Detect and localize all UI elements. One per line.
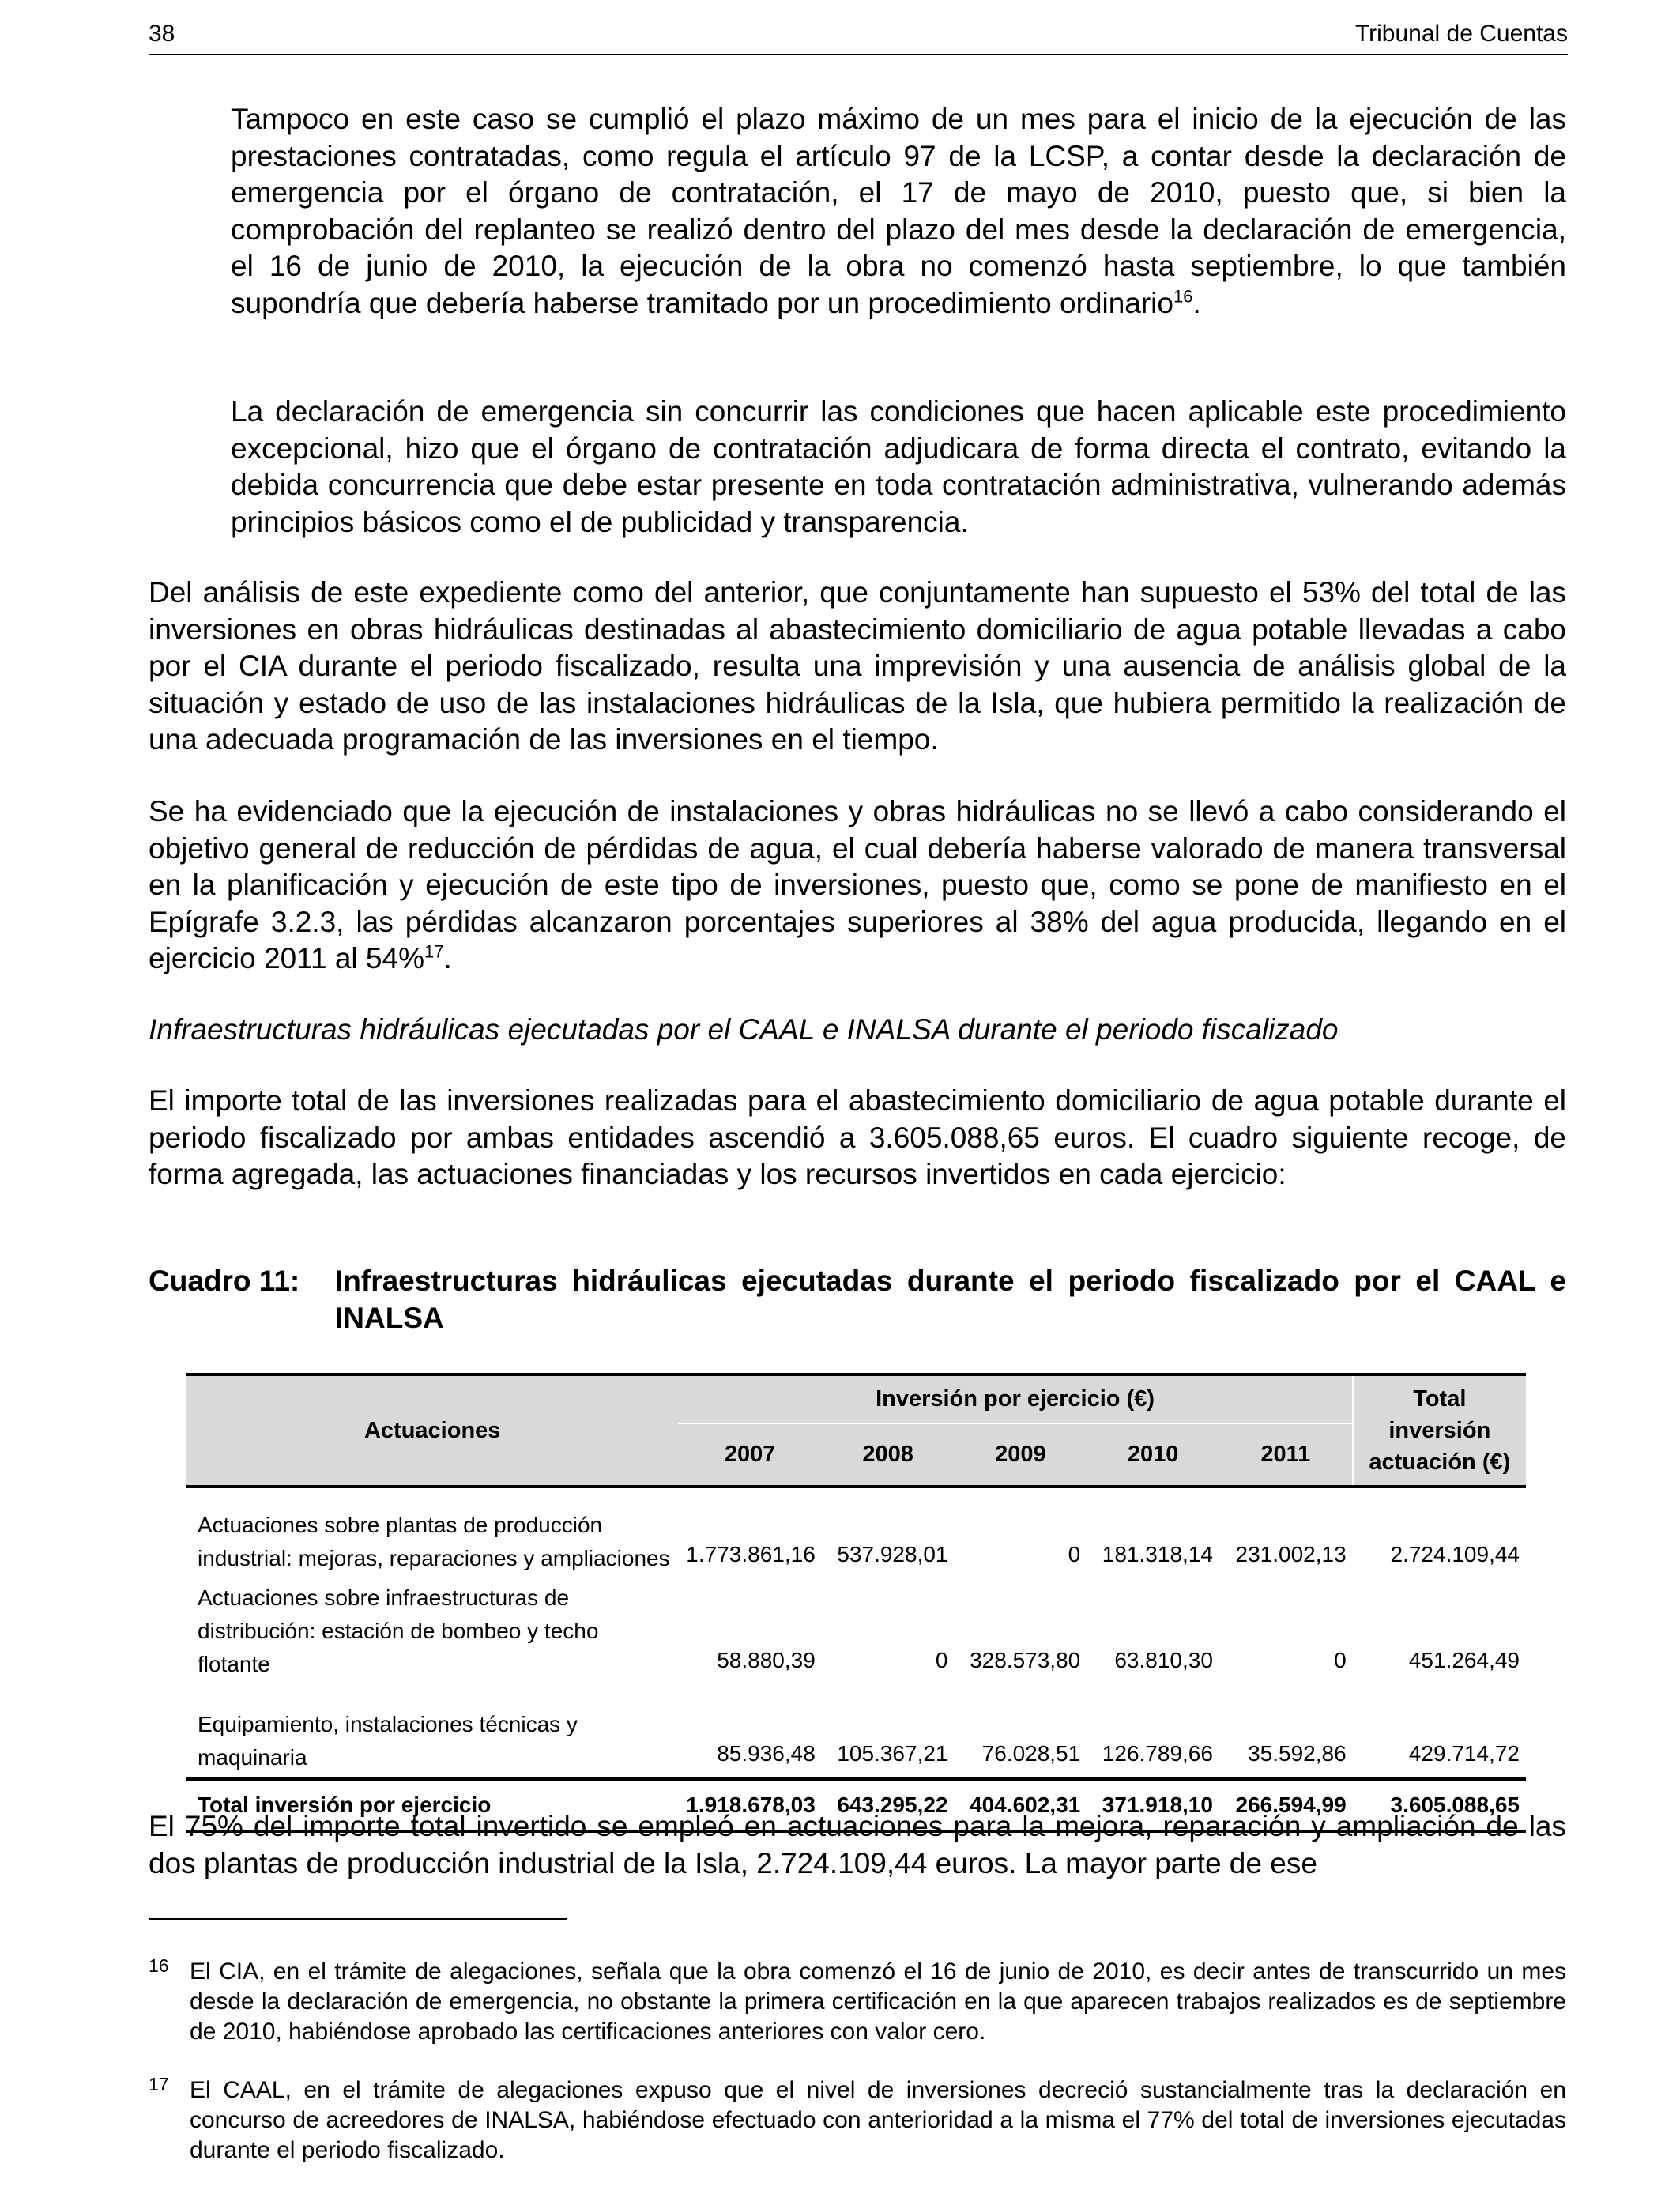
- paragraph-importe-total: El importe total de las inversiones realizadas para el abastecimiento domiciliario de agua potable durante el periodo fiscalizado por ambas entidades ascendió a 3.605.088,65 euros. El cuadro siguiente recoge, de forma agregada, las actuaciones financiadas y los recursos invertidos en cada ejercicio:: [149, 1084, 1566, 1190]
- header-total-inversion: Total inversión actuación (€): [1353, 1374, 1526, 1487]
- page-number: 38: [149, 21, 175, 47]
- cell-value: 58.880,39: [717, 1648, 816, 1672]
- cell-value: 0: [1068, 1542, 1081, 1566]
- table-row: [186, 1487, 1526, 1578]
- footnote-separator: [149, 1918, 567, 1920]
- cell-value: 1.773.861,16: [686, 1542, 816, 1566]
- investment-table: [186, 1373, 1526, 1833]
- header-year: 2007: [678, 1423, 821, 1487]
- paragraph-perdidas-end: .: [443, 942, 452, 974]
- row-name: Actuaciones sobre infraestructuras de distribución: estación de bombeo y techo flotante: [198, 1585, 599, 1676]
- row-name: Equipamiento, instalaciones técnicas y maquinaria: [198, 1712, 578, 1770]
- header-year: 2011: [1219, 1423, 1353, 1487]
- paragraph-plazo-end: .: [1192, 286, 1201, 319]
- section-subheading: Infraestructuras hidráulicas ejecutadas por el CAAL e INALSA durante el periodo fiscalizado: [149, 1013, 1339, 1046]
- footnote-number: 16: [149, 1955, 169, 1976]
- cell-total: 429.714,72: [1408, 1741, 1520, 1766]
- cell-value: 76.028,51: [981, 1741, 1081, 1766]
- footnote-text: El CIA, en el trámite de alegaciones, señala que la obra comenzó el 16 de junio de 2010, es decir antes de transcurrido un mes desde la declaración de emergencia, no obstante la primera certificación en la que aparecen trabajos realizados es de septiembre de 2010, habiéndose aprobado las certificaciones anteriores con valor cero.: [190, 1958, 1566, 2045]
- paragraph-analisis: Del análisis de este expediente como del anterior, que conjuntamente han supuesto el 53% del total de las inversiones en obras hidráulicas destinadas al abastecimiento domiciliario de agua potable llevadas a cabo por el CIA durante el periodo fiscalizado, resulta una imprevisión y una ausencia de análisis global de la situación y estado de uso de las instalaciones hidráulicas de la Isla, que hubiera permitido la realización de una adecuada programación de las inversiones en el tiempo.: [149, 576, 1566, 756]
- paragraph-plazo-text: Tampoco en este caso se cumplió el plazo máximo de un mes para el inicio de la ejecución de las prestaciones contratadas, como regula el artículo 97 de la LCSP, a contar desde la declaración de emergencia por el órgano de contratación, el 17 de mayo de 2010, puesto que, si bien la comprobación del replanteo se realizó dentro del plazo del mes desde la declaración de emergencia, el 16 de junio de 2010, la ejecución de la obra no comenzó hasta septiembre, lo que también supondría que debería haberse tramitado por un procedimiento ordinario: [231, 103, 1566, 319]
- header-organization: Tribunal de Cuentas: [1354, 21, 1568, 47]
- cell-value: 63.810,30: [1114, 1648, 1213, 1672]
- footnote-number: 17: [149, 2074, 169, 2094]
- header-year: 2008: [822, 1423, 955, 1487]
- paragraph-emergencia: La declaración de emergencia sin concurrir las condiciones que hacen aplicable este procedimiento excepcional, hizo que el órgano de contratación adjudicara de forma directa el contrato, evitando la debida concurrencia que debe estar presente en toda contratación administrativa, vulnerando además principios básicos como el de publicidad y transparencia.: [231, 395, 1566, 538]
- table-row: [186, 1578, 1526, 1684]
- cell-total: 2.724.109,44: [1390, 1542, 1520, 1566]
- header-year: 2010: [1087, 1423, 1219, 1487]
- cell-total-year: 371.918,10: [1087, 1779, 1219, 1831]
- cell-value: 35.592,86: [1248, 1741, 1347, 1766]
- footnote-ref-16[interactable]: 16: [1173, 286, 1193, 307]
- table-row: [186, 1684, 1526, 1779]
- paragraph-plazo: [231, 101, 1566, 322]
- cell-total-year: 643.295,22: [822, 1779, 955, 1831]
- header-year: 2009: [955, 1423, 1087, 1487]
- footnote-text: El CAAL, en el trámite de alegaciones expuso que el nivel de inversiones decreció sustancialmente tras la declaración en concurso de acreedores de INALSA, habiéndose efectuado con anterioridad a la misma el 77% del total de inversiones ejecutadas durante el periodo fiscalizado.: [190, 2077, 1566, 2163]
- cell-value: 0: [1334, 1648, 1347, 1672]
- cell-value: 105.367,21: [837, 1741, 948, 1766]
- cell-value: 328.573,80: [970, 1648, 1081, 1672]
- cell-value: 181.318,14: [1102, 1542, 1213, 1566]
- cell-grand-total: 3.605.088,65: [1353, 1779, 1526, 1831]
- cell-value: 537.928,01: [837, 1542, 948, 1566]
- cell-total: 451.264,49: [1408, 1648, 1520, 1672]
- paragraph-perdidas: [149, 794, 1566, 978]
- cell-total-year: 1.918.678,03: [678, 1779, 821, 1831]
- total-row-name: Total inversión por ejercicio: [186, 1779, 678, 1831]
- table-caption-label: Cuadro 11:: [149, 1265, 300, 1297]
- paragraph-perdidas-text: Se ha evidenciado que la ejecución de instalaciones y obras hidráulicas no se llevó a cabo considerando el objetivo general de reducción de pérdidas de agua, el cual debería haberse valorado de manera transversal en la planificación y ejecución de este tipo de inversiones, puesto que, como se pone de manifiesto en el Epígrafe 3.2.3, las pérdidas alcanzaron porcentajes superiores al 38% del agua producida, llegando en el ejercicio 2011 al 54%: [149, 795, 1566, 974]
- cell-value: 231.002,13: [1235, 1542, 1347, 1566]
- page-header: [149, 19, 1568, 55]
- footnote-ref-17[interactable]: 17: [424, 941, 444, 962]
- row-name: Actuaciones sobre plantas de producción industrial: mejoras, reparaciones y ampliaciones: [198, 1513, 670, 1570]
- cell-total-year: 404.602,31: [955, 1779, 1087, 1831]
- cell-total-year: 266.594,99: [1219, 1779, 1353, 1831]
- header-actuaciones: Actuaciones: [186, 1374, 678, 1487]
- paragraph-porcentaje: El 75% del importe total invertido se empleó en actuaciones para la mejora, reparación y ampliación de las dos plantas de producción industrial de la Isla, 2.724.109,44 euros. La mayor parte de ese: [149, 1810, 1566, 1879]
- cell-value: 126.789,66: [1102, 1741, 1213, 1766]
- cell-value: 0: [935, 1648, 948, 1672]
- table-caption-title: Infraestructuras hidráulicas ejecutadas durante el periodo fiscalizado por el CAAL e INALSA: [335, 1265, 1566, 1334]
- header-inversion-por-ejercicio: Inversión por ejercicio (€): [678, 1374, 1352, 1423]
- cell-value: 85.936,48: [717, 1741, 816, 1766]
